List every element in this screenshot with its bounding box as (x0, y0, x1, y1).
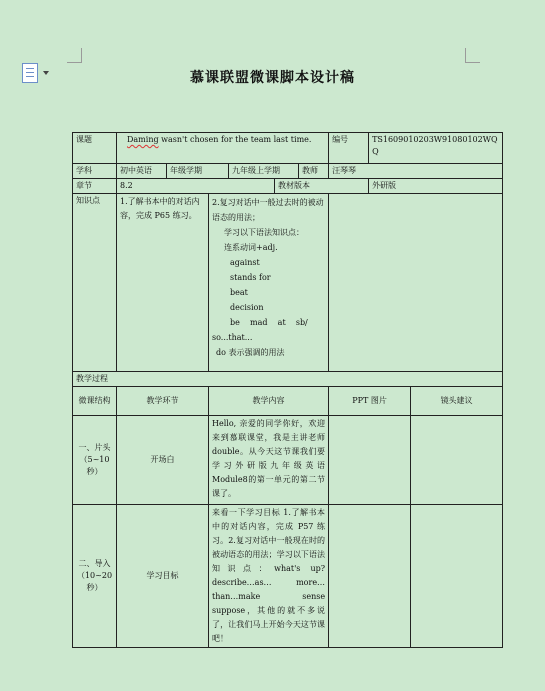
row-content: 来看一下学习目标 1.了解书本中的对话内容，完成 P57 练习。2.复习对话中一般现在时的被动语态的用法；学习以下语法知识点：what's up? describe…as… more…than…make sense suppose，其他的就不多说了，让我们马上开始今天这节课吧！ (209, 505, 329, 648)
row-content: Hello, 亲爱的同学你好，欢迎来到慕联课堂，我是主讲老师double。从今天这节课我们要学习外研版九年级英语Module8的第一单元的第二节课了。 (209, 416, 329, 505)
col-header-ppt: PPT 图片 (329, 387, 411, 416)
edition-label: 教材版本 (275, 179, 369, 194)
chapter-value: 8.2 (117, 179, 275, 194)
topic-row (73, 133, 503, 164)
topic-value (117, 133, 329, 164)
col-header-structure: 微课结构 (73, 387, 117, 416)
edition-value: 外研版 (369, 179, 503, 194)
knowledge-line: do 表示强调的用法 (216, 348, 285, 357)
header-row (73, 387, 503, 416)
process-row (73, 372, 503, 387)
knowledge-empty (329, 194, 503, 372)
knowledge-line: 学习以下语法知识点： (224, 228, 304, 237)
subject-value: 初中英语 (117, 164, 167, 179)
knowledge-point-1: 1.了解书本中的对话内容，完成 P65 练习。 (117, 194, 209, 372)
code-label: 编号 (329, 133, 369, 164)
knowledge-line: against (230, 258, 260, 267)
knowledge-line: decision (230, 303, 264, 312)
subject-label: 学科 (73, 164, 117, 179)
col-header-content: 教学内容 (209, 387, 329, 416)
knowledge-point-2 (209, 194, 329, 372)
grade-label: 年级学期 (167, 164, 229, 179)
lesson-design-table (72, 132, 503, 648)
knowledge-label: 知识点 (73, 194, 117, 372)
knowledge-line: stands for (230, 273, 271, 282)
col-header-step: 教学环节 (117, 387, 209, 416)
knowledge-line: be mad at sb/ (230, 318, 308, 327)
topic-label: 课题 (73, 133, 117, 164)
table-row (73, 416, 503, 505)
page-title: 慕课联盟微课脚本设计稿 (190, 70, 355, 86)
knowledge-line: beat (230, 288, 248, 297)
page-corner-mark-left (67, 48, 82, 63)
teacher-label: 教师 (299, 164, 329, 179)
teacher-value: 汪琴琴 (329, 164, 503, 179)
grade-value: 九年级上学期 (229, 164, 299, 179)
knowledge-line: 连系动词+adj. (224, 243, 278, 252)
row-step: 学习目标 (117, 505, 209, 648)
page-corner-mark-right (465, 48, 480, 63)
row-structure: 一、片头（5~10秒） (73, 416, 117, 505)
code-value: TS1609010203W91080102WQQ (369, 133, 503, 164)
knowledge-line: 2.复习对话中一般过去时的被动语态的用法； (212, 198, 324, 222)
row-ppt (329, 505, 411, 648)
col-header-camera: 镜头建议 (411, 387, 503, 416)
row-camera (411, 505, 503, 648)
subject-row (73, 164, 503, 179)
chapter-row (73, 179, 503, 194)
process-label: 教学过程 (73, 372, 503, 387)
chapter-label: 章节 (73, 179, 117, 194)
knowledge-row (73, 194, 503, 372)
table-row (73, 505, 503, 648)
row-ppt (329, 416, 411, 505)
topic-rest: wasn't chosen for the team last time. (158, 135, 312, 144)
topic-spell-word: Daming (127, 135, 159, 144)
row-step: 开场白 (117, 416, 209, 505)
row-structure: 二、导入（10~20秒） (73, 505, 117, 648)
knowledge-line: so...that... (212, 333, 253, 342)
row-camera (411, 416, 503, 505)
